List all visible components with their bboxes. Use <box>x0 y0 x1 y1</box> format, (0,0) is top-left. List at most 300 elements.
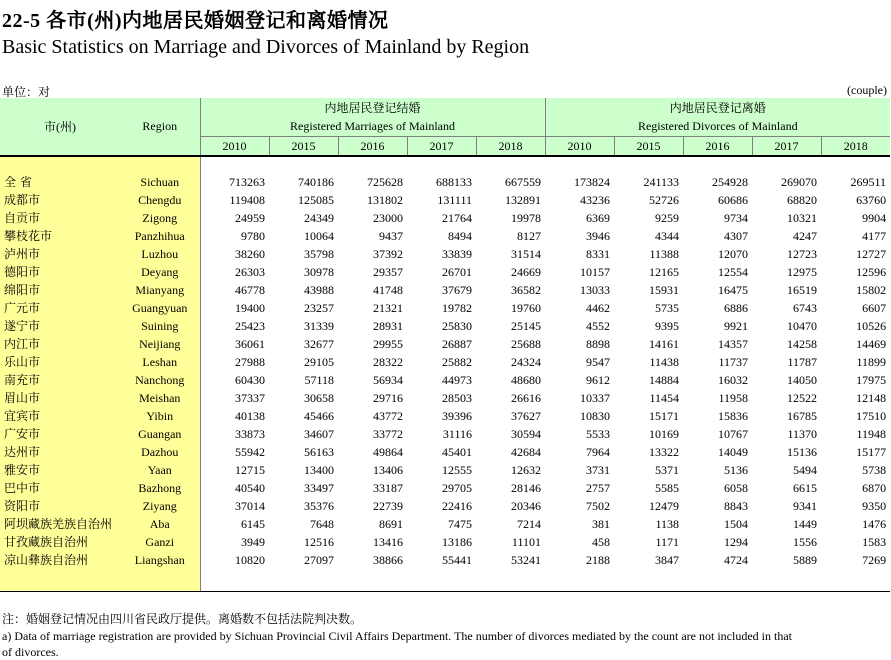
marriage-value: 43988 <box>304 283 334 297</box>
year-header: 2015 <box>614 137 683 157</box>
region-name-en: Panzhihua <box>120 227 200 245</box>
divorce-value: 14049 <box>718 445 749 459</box>
divorce-value: 14050 <box>787 373 818 387</box>
divorce-value: 4462 <box>586 301 611 315</box>
marriage-value: 44973 <box>442 373 472 387</box>
marriage-value: 38866 <box>373 553 403 567</box>
region-name-cn: 自贡市 <box>0 209 120 227</box>
marriage-value: 31339 <box>304 319 334 333</box>
marriage-value: 26887 <box>442 337 472 351</box>
region-name-cn: 广元市 <box>0 299 120 317</box>
divorce-value: 1556 <box>793 535 818 549</box>
marriage-value: 37337 <box>235 391 265 405</box>
table-row <box>0 533 890 551</box>
marriage-value: 53241 <box>511 553 542 567</box>
divorce-value: 11948 <box>856 427 887 441</box>
divorce-value: 15177 <box>856 445 887 459</box>
divorce-value: 16475 <box>718 283 749 297</box>
marriage-value: 28322 <box>373 355 403 369</box>
table-row <box>0 209 890 227</box>
table-row <box>0 479 890 497</box>
marriage-value: 8494 <box>448 229 472 243</box>
divorce-value: 7269 <box>862 553 887 567</box>
year-header: 2017 <box>407 137 476 157</box>
region-name-cn: 全 省 <box>0 173 120 191</box>
marriage-value: 30594 <box>511 427 542 441</box>
divorce-value: 11787 <box>787 355 818 369</box>
region-name-en: Ziyang <box>120 497 200 515</box>
group-header-marriage <box>200 98 545 137</box>
marriage-value: 12516 <box>304 535 334 549</box>
marriage-value: 28931 <box>373 319 403 333</box>
footnote-en: a) Data of marriage registration are provided by Sichuan Provincial Civil Affairs Department. The number of divorces mediated by the count are not included in that of divorces. <box>2 629 792 659</box>
marriage-value: 24959 <box>235 211 265 225</box>
divorce-value: 63760 <box>856 193 887 207</box>
marriage-value: 13186 <box>442 535 472 549</box>
divorce-value: 10321 <box>787 211 818 225</box>
region-name-cn: 雅安市 <box>0 461 120 479</box>
divorce-value: 6058 <box>724 481 749 495</box>
marriage-value: 29357 <box>373 265 403 279</box>
region-name-en: Chengdu <box>120 191 200 209</box>
marriage-value: 713263 <box>229 175 265 189</box>
table-row <box>0 245 890 263</box>
marriage-value: 56163 <box>304 445 334 459</box>
divorce-value: 14258 <box>787 337 818 351</box>
region-name-en: Bazhong <box>120 479 200 497</box>
region-name-en: Ganzi <box>120 533 200 551</box>
divorce-value: 15171 <box>649 409 680 423</box>
divorce-value: 458 <box>592 535 611 549</box>
group-header-divorce <box>545 98 890 137</box>
year-header: 2016 <box>338 137 407 157</box>
marriage-value: 7648 <box>310 517 334 531</box>
divorce-value: 8898 <box>586 337 611 351</box>
divorce-value: 15931 <box>649 283 680 297</box>
divorce-value: 14469 <box>856 337 887 351</box>
divorce-value: 11737 <box>718 355 749 369</box>
region-name-cn: 德阳市 <box>0 263 120 281</box>
divorce-value: 1449 <box>793 517 818 531</box>
marriage-value: 12555 <box>442 463 472 477</box>
marriage-value: 36061 <box>235 337 265 351</box>
marriage-value: 55942 <box>235 445 265 459</box>
region-name-en: Luzhou <box>120 245 200 263</box>
divorce-value: 13322 <box>649 445 680 459</box>
marriage-value: 39396 <box>442 409 472 423</box>
marriage-value: 42684 <box>511 445 542 459</box>
year-header: 2010 <box>200 137 269 157</box>
column-header-region-cn: 市(州) <box>0 98 120 156</box>
marriage-value: 13416 <box>373 535 403 549</box>
marriage-value: 25423 <box>235 319 265 333</box>
marriage-value: 29105 <box>304 355 334 369</box>
table-row <box>0 191 890 209</box>
divorce-value: 10337 <box>580 391 611 405</box>
divorce-value: 5585 <box>655 481 680 495</box>
footnote-cn: 注：婚姻登记情况由四川省民政厅提供。离婚数不包括法院判决数。 <box>2 612 363 626</box>
region-name-cn: 南充市 <box>0 371 120 389</box>
marriage-value: 7214 <box>517 517 542 531</box>
marriage-value: 22739 <box>373 499 403 513</box>
marriage-value: 26303 <box>235 265 265 279</box>
divorce-value: 12070 <box>718 247 749 261</box>
divorce-value: 8843 <box>724 499 749 513</box>
region-name-en: Liangshan <box>120 551 200 569</box>
region-name-en: Deyang <box>120 263 200 281</box>
marriage-value: 19760 <box>511 301 542 315</box>
divorce-value: 15136 <box>787 445 818 459</box>
divorce-value: 254928 <box>712 175 749 189</box>
divorce-value: 12554 <box>718 265 749 279</box>
divorce-value: 13033 <box>580 283 611 297</box>
marriage-value: 30658 <box>304 391 334 405</box>
marriage-value: 26701 <box>442 265 472 279</box>
marriage-value: 9780 <box>241 229 265 243</box>
divorce-value: 1171 <box>655 535 680 549</box>
divorce-value: 11388 <box>649 247 680 261</box>
marriage-value: 9437 <box>379 229 403 243</box>
marriage-value: 23257 <box>304 301 334 315</box>
table-row <box>0 317 890 335</box>
divorce-value: 3731 <box>586 463 611 477</box>
region-name-cn: 绵阳市 <box>0 281 120 299</box>
divorce-value: 52726 <box>649 193 680 207</box>
divorce-value: 1138 <box>655 517 680 531</box>
table-row <box>0 227 890 245</box>
divorce-value: 5735 <box>655 301 680 315</box>
table-row <box>0 263 890 281</box>
divorce-value: 269511 <box>850 175 887 189</box>
marriage-value: 119408 <box>229 193 265 207</box>
marriage-value: 55441 <box>442 553 472 567</box>
marriage-value: 31116 <box>442 427 472 441</box>
marriage-value: 7475 <box>448 517 472 531</box>
marriage-value: 131802 <box>367 193 403 207</box>
marriage-value: 46778 <box>235 283 265 297</box>
marriage-value: 13406 <box>373 463 403 477</box>
marriage-value: 31514 <box>511 247 542 261</box>
region-name-en: Mianyang <box>120 281 200 299</box>
region-name-cn: 成都市 <box>0 191 120 209</box>
region-name-en: Yibin <box>120 407 200 425</box>
divorce-value: 9259 <box>655 211 680 225</box>
group-header-divorce-en: Registered Divorces of Mainland <box>637 119 798 133</box>
marriage-value: 29705 <box>442 481 472 495</box>
divorce-value: 4724 <box>724 553 749 567</box>
marriage-value: 48680 <box>511 373 542 387</box>
region-name-cn: 达州市 <box>0 443 120 461</box>
marriage-value: 35798 <box>304 247 334 261</box>
region-name-cn: 广安市 <box>0 425 120 443</box>
divorce-value: 12596 <box>856 265 887 279</box>
year-header: 2016 <box>683 137 752 157</box>
marriage-value: 8127 <box>517 229 542 243</box>
marriage-value: 24349 <box>304 211 334 225</box>
unit-label-cn: 单位：对 <box>2 85 51 99</box>
marriage-value: 131111 <box>437 193 472 207</box>
divorce-value: 4552 <box>586 319 611 333</box>
table-row <box>0 443 890 461</box>
divorce-value: 1476 <box>862 517 887 531</box>
marriage-value: 37014 <box>235 499 265 513</box>
divorce-value: 9904 <box>862 211 887 225</box>
divorce-value: 11899 <box>856 355 887 369</box>
divorce-value: 10157 <box>580 265 611 279</box>
divorce-value: 9547 <box>586 355 611 369</box>
marriage-value: 28503 <box>442 391 472 405</box>
year-header: 2017 <box>752 137 821 157</box>
unit-label-en: (couple) <box>847 83 887 97</box>
table-row-total <box>0 173 890 191</box>
divorce-value: 12479 <box>649 499 680 513</box>
region-name-en: Nanchong <box>120 371 200 389</box>
region-name-en: Leshan <box>120 353 200 371</box>
divorce-value: 17975 <box>856 373 887 387</box>
table-row <box>0 371 890 389</box>
marriage-value: 25830 <box>442 319 472 333</box>
divorce-value: 10169 <box>649 427 680 441</box>
divorce-value: 7964 <box>586 445 611 459</box>
table-row <box>0 407 890 425</box>
region-name-cn: 凉山彝族自治州 <box>0 551 120 569</box>
marriage-value: 33497 <box>304 481 334 495</box>
divorce-value: 1504 <box>724 517 749 531</box>
marriage-value: 56934 <box>373 373 403 387</box>
marriage-value: 29716 <box>373 391 403 405</box>
page-title-en: Basic Statistics on Marriage and Divorces of Mainland by Region <box>2 36 530 58</box>
table-row <box>0 335 890 353</box>
marriage-value: 667559 <box>505 175 542 189</box>
divorce-value: 12148 <box>856 391 887 405</box>
region-name-cn: 巴中市 <box>0 479 120 497</box>
divorce-value: 6607 <box>862 301 887 315</box>
region-name-en: Dazhou <box>120 443 200 461</box>
divorce-value: 5889 <box>793 553 818 567</box>
divorce-value: 6615 <box>793 481 818 495</box>
table-row <box>0 515 890 533</box>
marriage-value: 13400 <box>304 463 334 477</box>
region-name-cn: 乐山市 <box>0 353 120 371</box>
marriage-value: 40540 <box>235 481 265 495</box>
marriage-value: 33839 <box>442 247 472 261</box>
marriage-value: 35376 <box>304 499 334 513</box>
marriage-value: 43772 <box>373 409 403 423</box>
marriage-value: 3949 <box>241 535 265 549</box>
marriage-value: 20346 <box>511 499 542 513</box>
table-row <box>0 281 890 299</box>
divorce-value: 68820 <box>787 193 818 207</box>
table-row <box>0 497 890 515</box>
marriage-value: 49864 <box>373 445 403 459</box>
divorce-value: 241133 <box>643 175 680 189</box>
marriage-value: 34607 <box>304 427 334 441</box>
statistics-table <box>0 98 890 592</box>
marriage-value: 24324 <box>511 355 542 369</box>
marriage-value: 21321 <box>373 301 403 315</box>
divorce-value: 15802 <box>856 283 887 297</box>
divorce-value: 5738 <box>862 463 887 477</box>
divorce-value: 4177 <box>862 229 887 243</box>
table-row <box>0 299 890 317</box>
divorce-value: 5371 <box>655 463 680 477</box>
region-name-en: Aba <box>120 515 200 533</box>
divorce-value: 10470 <box>787 319 818 333</box>
divorce-value: 6870 <box>862 481 887 495</box>
region-name-cn: 甘孜藏族自治州 <box>0 533 120 551</box>
region-name-cn: 资阳市 <box>0 497 120 515</box>
divorce-value: 11438 <box>649 355 680 369</box>
marriage-value: 27988 <box>235 355 265 369</box>
marriage-value: 41748 <box>373 283 403 297</box>
divorce-value: 9350 <box>862 499 887 513</box>
divorce-value: 3946 <box>586 229 611 243</box>
divorce-value: 6369 <box>586 211 611 225</box>
divorce-value: 4247 <box>793 229 818 243</box>
marriage-value: 11101 <box>511 535 542 549</box>
divorce-value: 10830 <box>580 409 611 423</box>
table-row <box>0 461 890 479</box>
marriage-value: 19978 <box>511 211 542 225</box>
region-name-en: Neijiang <box>120 335 200 353</box>
divorce-value: 11958 <box>718 391 749 405</box>
year-header: 2015 <box>269 137 338 157</box>
marriage-value: 740186 <box>298 175 334 189</box>
divorce-value: 5494 <box>793 463 818 477</box>
divorce-value: 16785 <box>787 409 818 423</box>
divorce-value: 6886 <box>724 301 749 315</box>
divorce-value: 14884 <box>649 373 680 387</box>
divorce-value: 8331 <box>586 247 611 261</box>
divorce-value: 381 <box>592 517 611 531</box>
divorce-value: 12727 <box>856 247 887 261</box>
divorce-value: 11370 <box>787 427 818 441</box>
marriage-value: 45401 <box>442 445 472 459</box>
divorce-value: 5136 <box>724 463 749 477</box>
region-name-cn: 攀枝花市 <box>0 227 120 245</box>
region-name-en: Guangyuan <box>120 299 200 317</box>
region-name-en: Yaan <box>120 461 200 479</box>
region-name-en: Suining <box>120 317 200 335</box>
region-name-cn: 内江市 <box>0 335 120 353</box>
divorce-value: 11454 <box>649 391 680 405</box>
marriage-value: 6145 <box>241 517 265 531</box>
region-name-cn: 眉山市 <box>0 389 120 407</box>
divorce-value: 173824 <box>574 175 611 189</box>
table-row <box>0 353 890 371</box>
marriage-value: 19400 <box>235 301 265 315</box>
group-header-marriage-cn: 内地居民登记结婚 <box>324 101 421 115</box>
marriage-value: 36582 <box>511 283 542 297</box>
divorce-value: 12975 <box>787 265 818 279</box>
divorce-value: 7502 <box>586 499 611 513</box>
marriage-value: 688133 <box>436 175 472 189</box>
marriage-value: 132891 <box>505 193 542 207</box>
divorce-value: 269070 <box>781 175 818 189</box>
divorce-value: 5533 <box>586 427 611 441</box>
divorce-value: 1294 <box>724 535 749 549</box>
marriage-value: 33873 <box>235 427 265 441</box>
divorce-value: 16519 <box>787 283 818 297</box>
divorce-value: 1583 <box>862 535 887 549</box>
region-name-en: Zigong <box>120 209 200 227</box>
group-header-divorce-cn: 内地居民登记离婚 <box>669 101 766 115</box>
divorce-value: 9612 <box>586 373 611 387</box>
marriage-value: 19782 <box>442 301 472 315</box>
region-name-en: Sichuan <box>120 173 200 191</box>
marriage-value: 37627 <box>511 409 542 423</box>
divorce-value: 2757 <box>586 481 611 495</box>
divorce-value: 9734 <box>724 211 749 225</box>
marriage-value: 8691 <box>379 517 403 531</box>
marriage-value: 26616 <box>511 391 542 405</box>
region-name-en: Guangan <box>120 425 200 443</box>
divorce-value: 3847 <box>655 553 680 567</box>
divorce-value: 10767 <box>718 427 749 441</box>
marriage-value: 25688 <box>511 337 542 351</box>
year-header: 2010 <box>545 137 614 157</box>
divorce-value: 12165 <box>649 265 680 279</box>
marriage-value: 37392 <box>373 247 403 261</box>
marriage-value: 60430 <box>235 373 265 387</box>
marriage-value: 45466 <box>304 409 334 423</box>
divorce-value: 43236 <box>580 193 611 207</box>
marriage-value: 25882 <box>442 355 472 369</box>
divorce-value: 16032 <box>718 373 749 387</box>
table-row <box>0 551 890 569</box>
marriage-value: 24669 <box>511 265 542 279</box>
divorce-value: 9395 <box>655 319 680 333</box>
page-title-cn: 22-5 各市(州)内地居民婚姻登记和离婚情况 <box>2 10 389 32</box>
marriage-value: 125085 <box>298 193 334 207</box>
divorce-value: 14357 <box>718 337 749 351</box>
divorce-value: 2188 <box>586 553 611 567</box>
marriage-value: 29955 <box>373 337 403 351</box>
divorce-value: 15836 <box>718 409 749 423</box>
divorce-value: 60686 <box>718 193 749 207</box>
marriage-value: 33772 <box>373 427 403 441</box>
marriage-value: 22416 <box>442 499 472 513</box>
marriage-value: 12632 <box>511 463 542 477</box>
marriage-value: 12715 <box>235 463 265 477</box>
table-row <box>0 389 890 407</box>
region-name-cn: 宜宾市 <box>0 407 120 425</box>
marriage-value: 10064 <box>304 229 334 243</box>
marriage-value: 10820 <box>235 553 265 567</box>
divorce-value: 9921 <box>724 319 749 333</box>
marriage-value: 37679 <box>442 283 472 297</box>
marriage-value: 32677 <box>304 337 334 351</box>
divorce-value: 10526 <box>856 319 887 333</box>
divorce-value: 12723 <box>787 247 818 261</box>
region-name-en: Meishan <box>120 389 200 407</box>
divorce-value: 4344 <box>655 229 680 243</box>
marriage-value: 27097 <box>304 553 334 567</box>
marriage-value: 33187 <box>373 481 403 495</box>
year-header: 2018 <box>821 137 890 157</box>
divorce-value: 9341 <box>793 499 818 513</box>
column-header-region-en: Region <box>120 98 200 156</box>
divorce-value: 12522 <box>787 391 818 405</box>
divorce-value: 4307 <box>724 229 749 243</box>
divorce-value: 6743 <box>793 301 818 315</box>
marriage-value: 28146 <box>511 481 542 495</box>
marriage-value: 38260 <box>235 247 265 261</box>
marriage-value: 21764 <box>442 211 472 225</box>
divorce-value: 14161 <box>649 337 680 351</box>
marriage-value: 30978 <box>304 265 334 279</box>
year-header: 2018 <box>476 137 545 157</box>
